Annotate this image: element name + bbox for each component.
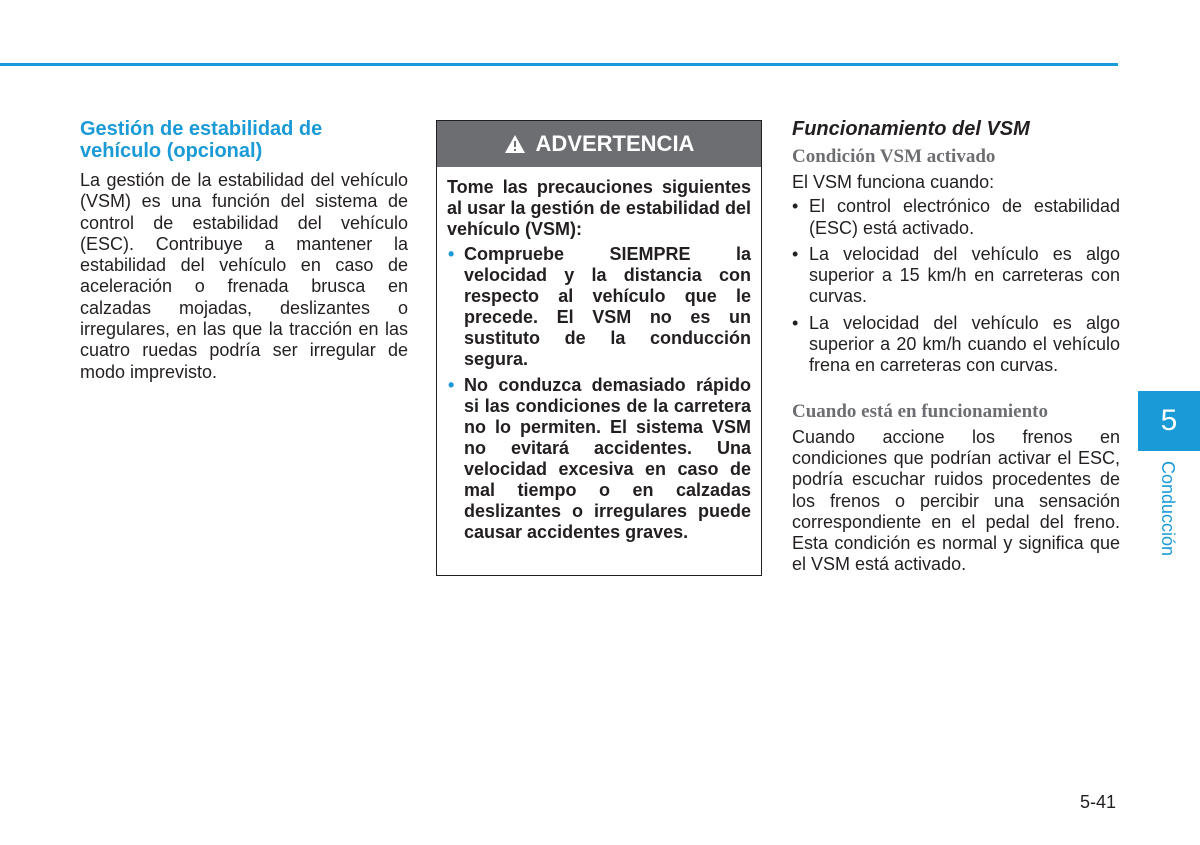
warning-item: • No conduzca demasiado rápido si las condiciones de la carretera no lo permiten. El sistema VSM no evitará accidentes. Una velocidad excesiva en caso de mal tiempo o en calzadas deslizantes o irregulares puede causar accidentes graves. [448, 375, 751, 542]
chapter-tab: 5 [1138, 391, 1200, 451]
bullet-icon: • [792, 243, 799, 264]
vsm-condition-heading: Condición VSM activado [792, 146, 996, 167]
vsm-operation-title: Funcionamiento del VSM [792, 118, 1030, 140]
section-paragraph: La gestión de la estabilidad del vehículo (VSM) es una función del sistema de control de estabilidad del vehículo (ESC). Contribuye a mantener la estabilidad del vehículo en caso de aceleración o frenada brusca en calzadas mojadas, deslizantes o irregulares, en las que la tracción en las cuatro ruedas podría ser irregular de modo imprevisto. [80, 170, 408, 382]
bullet-icon: • [448, 375, 455, 395]
bullet-icon: • [792, 312, 799, 333]
top-rule [0, 63, 1118, 66]
bullet-icon: • [792, 196, 799, 217]
warning-intro: Tome las precauciones siguientes al usar la gestión de estabilidad del vehículo (VSM): [447, 177, 751, 239]
section-title: Gestión de estabilidad de vehículo (opcional) [80, 118, 323, 162]
warning-item: • Compruebe SIEMPRE la velocidad y la distancia con respecto al vehículo que le precede. El VSM no es un sustituto de la conducción segura. [448, 244, 751, 369]
bullet-icon: • [448, 244, 455, 264]
warning-body [437, 167, 761, 543]
list-item: • La velocidad del vehículo es algo superior a 20 km/h cuando el vehículo frena en carreteras con curvas. [792, 312, 1120, 376]
in-operation-heading: Cuando está en funcionamiento [792, 400, 1048, 422]
in-operation-text: Cuando accione los frenos en condiciones que podrían activar el ESC, podría escuchar ruidos procedentes de los frenos o percibir una sensación correspondiente en el pedal del freno. Esta condición es normal y significa que el VSM está activado. [792, 426, 1120, 575]
warning-box [436, 120, 762, 576]
vsm-condition-intro: El VSM funciona cuando: [792, 172, 995, 192]
warning-title: ADVERTENCIA [535, 131, 695, 156]
warning-header [437, 121, 761, 167]
right-column [792, 118, 1120, 576]
vsm-condition-list [792, 196, 1120, 376]
page-number: 5-41 [1080, 792, 1117, 812]
chapter-label: Conducción [1158, 460, 1179, 556]
list-item: • El control electrónico de estabilidad (ESC) está activado. [792, 196, 1120, 238]
warning-list [447, 244, 751, 543]
list-item: • La velocidad del vehículo es algo superior a 15 km/h en carreteras con curvas. [792, 243, 1120, 307]
warning-triangle-icon [504, 134, 526, 154]
left-column [80, 118, 408, 383]
